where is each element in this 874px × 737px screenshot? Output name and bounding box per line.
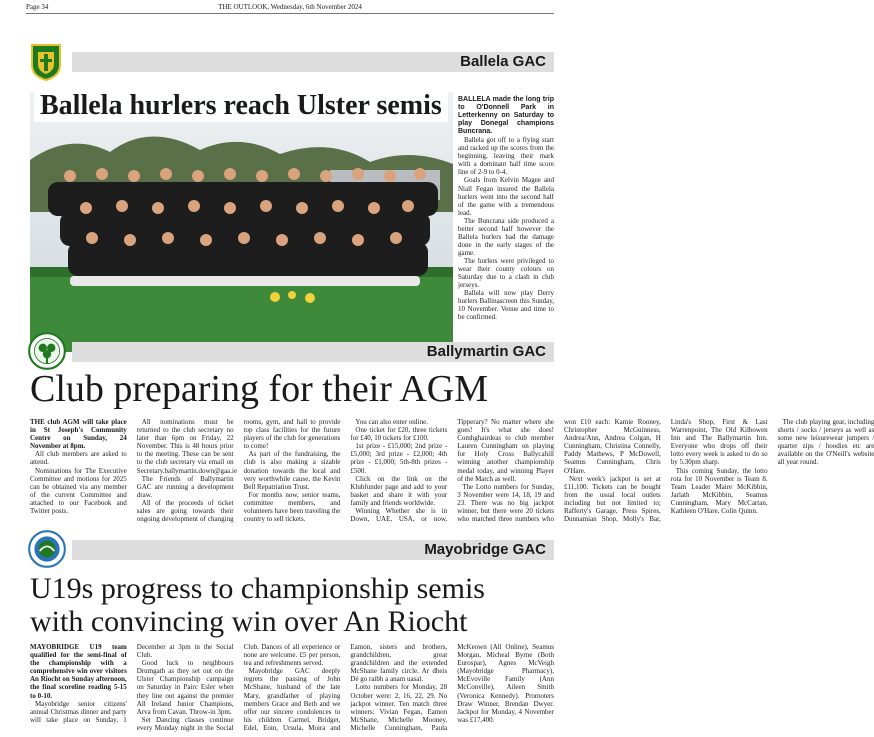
- ballymartin-paragraph: This coming Sunday, the lotto rota for 10 November is Team 8. Team Leader Maire McKibbin, Jarlath McKibbin, Seamus Cunningham, Mary McCartan, Kathleen O'Hare, Colin Quinn.: [670, 466, 768, 516]
- ballymartin-paragraph: The Lotto numbers for Sunday, 3 November were 14, 18, 19 and 23. There was no big jackpot winner, but there were 20 tickets who matched three numbers who won £10 each: Kamie Rooney, Christopher McGuinness, Andrea/Ann, Andrea Colgan, H Cunningham, Christina Connelly, Paddy Mathews, P McDowell, Seamus Cunningham, Chris O'Hare.: [457, 418, 661, 524]
- mayobridge-paragraph: Good luck to neighbours Drumgath as they set out on the Ulster Championship campaign on Saturday in Pairc Esler when they line out against the premier All Ireland Junior Champions, Arva from Cavan. Throw-in 3pm.: [136, 659, 234, 716]
- ballymartin-paragraph: You can also enter online.: [355, 418, 428, 426]
- mayobridge-club-bar: [72, 540, 554, 560]
- masthead: THE OUTLOOK, Wednesday, 6th November 2024: [218, 3, 362, 11]
- team-photo: [30, 92, 453, 352]
- ballymartin-paragraph: Nominations for The Executive Committee and motions for 2025 can be obtained via any member of the current Committee and attached to our Facebook and Twitter posts.: [30, 466, 127, 516]
- ballymartin-lead: THE club AGM will take place in St Joseph's Community Centre on Sunday, 24 November at 8pm.: [30, 418, 127, 451]
- ballymartin-paragraph: Next week's jackpot is set at £11,100. Tickets can be bought from the usual local outlets including but not limited to; Rafferty's Garage, Press Spires, Dunnamian Shop, Molly's Bar, Linda's Shop, First & Last Warrenpoint, The Old Kilbowen Inn and The Ballymartin Inn. Everyone who drops off their lotto every week is asked to do so by 5.30pm sharp.: [563, 418, 768, 524]
- ballela-paragraph: Goals from Kelvin Magee and Niall Fegan insured the Ballela hurlers went into the second half of the game with a tremendous lead.: [458, 176, 554, 217]
- ballymartin-paragraph: For months now, senior teams, committee members, and volunteers have been traveling the country to sell tickets.: [243, 490, 341, 524]
- ballymartin-section-band: [26, 332, 554, 372]
- running-head: [26, 3, 554, 14]
- ballymartin-paragraph: Winning Whether she is in Down, UAE, USA, or now, Tipperary? No matter where she goes! It's what she does! Comhghairdeas to club member Lauren Cunningham on playing for Holy Cross Ballycahill winning another championship medal today, and winning Player of the Match as well.: [350, 418, 554, 524]
- ballela-club-name: Ballela GAC: [460, 53, 546, 70]
- ballymartin-article-body: [30, 418, 874, 526]
- page-number: Page 34: [26, 3, 49, 11]
- mayobridge-paragraph: Mayobridge senior citizens' annual Christmas dinner and party will take place on Sunday, 1 December at 3pm in the Social Club.: [30, 643, 234, 724]
- ballela-headline: Ballela hurlers reach Ulster semis: [34, 90, 448, 122]
- mayobridge-section-band: [26, 530, 554, 570]
- mayobridge-paragraph: Mayobridge GAC deeply regrets the passing of John McShane, husband of the late Mary, grandfather of playing members Grace and Beth and we offer our sincere condolences to his children Carmel, Bridget, Edel, Eoin, Ursula, Moira and Eamon, sisters and brothers, grandchildren, great grandchildren and the extended McShane family circle. Ar dheis Dé go raibh a anam uasal.: [243, 643, 448, 732]
- mayobridge-crest-icon: [26, 528, 68, 570]
- mayobridge-article-body: [30, 643, 554, 733]
- ballela-section-band: [26, 42, 554, 82]
- ballela-paragraph: Ballela will now play Derry hurlers Ballinascreen this Sunday, 10 November. Venue and time to be confirmed.: [458, 289, 554, 322]
- ballymartin-club-bar: [72, 342, 554, 362]
- ballymartin-crest-icon: [26, 330, 68, 372]
- ballymartin-paragraph: All club members are asked to attend.: [30, 450, 127, 467]
- ballymartin-paragraph: 1st prize - £15,000; 2nd prize - £5,000; 3rd prize - £2,000; 4th prize - £1,000; 5th-8th prizes - £500.: [350, 442, 448, 475]
- ballela-paragraph: Ballela got off to a flying start and racked up the scores from the beginning, leaving their mark with a dominant half time score line of 2-9 to 0-4.: [458, 136, 554, 177]
- ballymartin-paragraph: Click on the link on the Klubfunder page and add to your basket and share it with your family and friends worldwide.: [350, 474, 448, 507]
- ballela-paragraph: The hurlers were privileged to wear their county colours on Saturday due to a clash in club jerseys.: [458, 256, 554, 290]
- ballymartin-paragraph: As part of the fundraising, the club is also making a sizable donation towards the local and very worthwhile cause, the Kevin Bell Repatriation Trust.: [243, 450, 341, 491]
- mayobridge-headline-line-2: with convincing win over An Riocht: [30, 605, 468, 638]
- ballela-lead: BALLELA made the long trip to O'Donnell Park in Letterkenny on Saturday to play Donegal champions Buncrana.: [458, 96, 554, 136]
- ballela-paragraph: The Buncrana side produced a better second half however the Ballela hurlers had the damage done in the early stages of the game.: [458, 216, 554, 257]
- ballela-club-bar: [72, 52, 554, 72]
- ballymartin-paragraph: The Friends of Ballymartin GAC are running a development draw.: [136, 474, 234, 499]
- mayobridge-paragraph: Set Dancing classes continue every Monday night in the Social Club. Dances of all experience or none are welcome. £5 per person, tea and refreshments served.: [136, 643, 341, 732]
- ballymartin-paragraph: One ticket for £20, three tickets for £40, 10 tickets for £100.: [350, 426, 448, 443]
- mayobridge-club-name: Mayobridge GAC: [424, 541, 546, 558]
- ballymartin-headline: Club preparing for their AGM: [30, 368, 489, 410]
- ballymartin-paragraph: All nominations must be returned to the club secretary no later than 6pm on Friday, 22 November. This is 48 hours prior to the meeting. These can be sent to the club secretary via email on Secretary.ballymartin.down@gaa.ie: [136, 418, 238, 475]
- mayobridge-paragraph: Lotto numbers for Monday, 28 October were: 2, 16, 22, 29. No jackpot winner. Ten match three winners: Vivian Fegan, Eamon McShane, Michelle Mooney, Michelle Cunningham, Paula McKeown (All Online), Seamus Morgan, Micheal Byrne (Both Eurospar), Agnes McVeigh (Mayobridge Pharmacy), McEvoville Family (Ann McConville), Aileen Smith (Veronica Kennedy). Promoters Draw Winner, Brendan Dwyer. Jackpot for Monday, 4 November was £17,400.: [350, 643, 554, 732]
- ballymartin-paragraph: The club playing gear, including shorts / socks / jerseys as well as some new leisurewear jumpers / quarter zips / hoodies etc are available on the O'Neill's website all year round.: [777, 418, 874, 467]
- ballymartin-club-name: Ballymartin GAC: [426, 343, 546, 360]
- ballela-crest-icon: [26, 43, 66, 81]
- ballela-article-body: [458, 96, 554, 352]
- mayobridge-headline-line-1: U19s progress to championship semis: [30, 572, 485, 605]
- mayobridge-lead: MAYOBRIDGE U19 team qualified for the semi-final of the championship with a comprehensive win over visitors An Riocht on Sunday afternoon, the final scoreline reading 5-15 to 0-10.: [30, 643, 127, 700]
- ballymartin-paragraph: All of the proceeds of ticket sales are going towards their ongoing development of changing rooms, gym, and hall to provide top class facilities for the future players of the club for generations to come!: [136, 418, 341, 524]
